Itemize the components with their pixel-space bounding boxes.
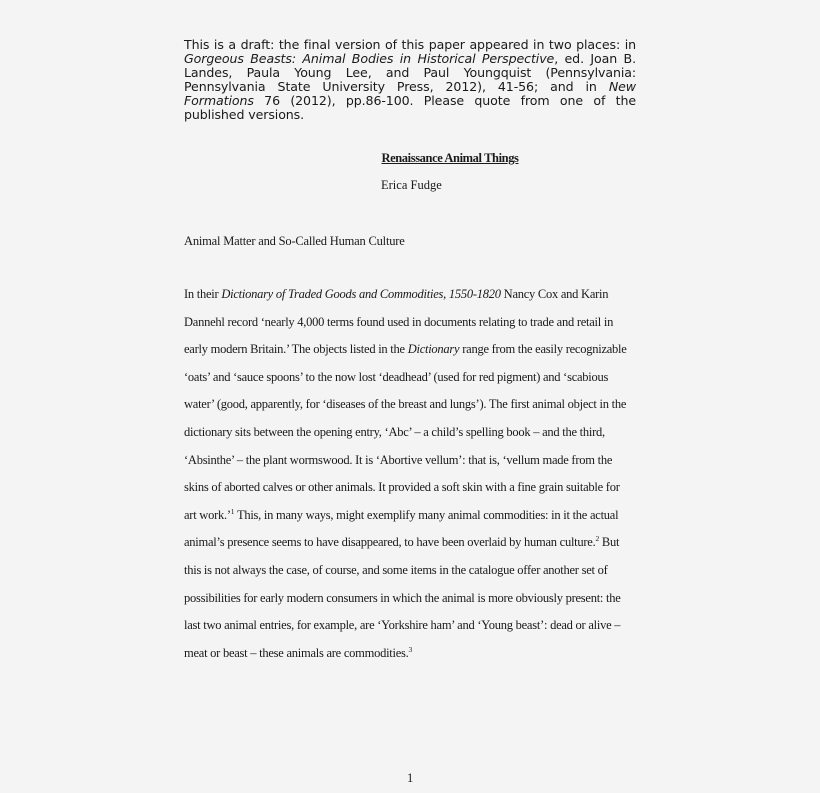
paper-title: Renaissance Animal Things	[381, 151, 519, 165]
body-line	[184, 535, 644, 563]
footnote-ref-3[interactable]: 3	[408, 644, 413, 654]
dictionary-title: Dictionary of Traded Goods and Commodities, 1550-1820	[221, 287, 501, 301]
draft-notice-text: 76 (2012), pp.86-100. Please quote from one of the published versions.	[184, 93, 636, 122]
body-line: ‘oats’ and ‘sauce spoons’ to the now lost ‘deadhead’ (used for red pigment) and ‘scabious	[184, 369, 609, 384]
body-text-span: This, in many ways, might exemplify many animal commodities: in it the actual	[234, 507, 619, 522]
body-line: skins of aborted calves or other animals. It provided a soft skin with a fine grain suitable for	[184, 480, 620, 495]
body-line	[184, 508, 644, 536]
body-line: water’ (good, apparently, for ‘diseases of the breast and lungs’). The first animal object in the	[184, 397, 627, 412]
body-text-span: In their	[184, 287, 222, 301]
section-heading: Animal Matter and So-Called Human Culture	[184, 234, 405, 248]
body-line: ‘Absinthe’ – the plant wormswood. It is ‘Abortive vellum’: that is, ‘vellum made from the	[184, 452, 613, 467]
body-line: dictionary sits between the opening entry, ‘Abc’ – a child’s spelling book – and the third,	[184, 424, 605, 439]
body-text-span: But	[598, 535, 620, 550]
draft-notice-text: This is a draft: the final version of this paper appeared in two places: in	[184, 37, 636, 52]
dictionary-italic: Dictionary	[407, 342, 460, 357]
footnote-ref-2[interactable]: 2	[595, 534, 599, 544]
body-text-span: art work.’	[184, 507, 231, 522]
body-text-span: range from the easily recognizable	[459, 342, 627, 357]
book-title: Gorgeous Beasts: Animal Bodies in Historical Perspective	[184, 51, 555, 66]
body-line	[184, 342, 644, 370]
body-line: Dannehl record ‘nearly 4,000 terms found used in documents relating to trade and retail in	[184, 314, 614, 329]
draft-notice	[184, 38, 636, 122]
body-paragraph	[184, 287, 644, 673]
body-text-span: meat or beast – these animals are commodities.	[184, 645, 409, 660]
draft-notice-text: , ed. Joan B. Landes, Paula Young Lee, and Paul Youngquist (Pennsylvania: Pennsylvania State University Press, 2012), 41-56; and in	[184, 51, 636, 94]
body-line: last two animal entries, for example, are ‘Yorkshire ham’ and ‘Young beast’: dead or alive –	[184, 618, 621, 633]
body-text-span: early modern Britain.’ The objects listed in the	[184, 342, 408, 357]
body-line	[184, 287, 644, 315]
journal-title: New Formations	[184, 79, 636, 108]
page-number: 1	[407, 771, 414, 785]
paper-author: Erica Fudge	[381, 178, 442, 192]
body-line: this is not always the case, of course, and some items in the catalogue offer another set of	[184, 562, 608, 577]
footnote-ref-1[interactable]: 1	[230, 506, 235, 516]
body-text-span: animal’s presence seems to have disappeared, to have been overlaid by human culture.	[184, 535, 596, 550]
body-text-span: Nancy Cox and Karin	[500, 287, 609, 301]
body-line	[184, 646, 644, 674]
body-line: possibilities for early modern consumers in which the animal is more obviously present: the	[184, 590, 621, 605]
